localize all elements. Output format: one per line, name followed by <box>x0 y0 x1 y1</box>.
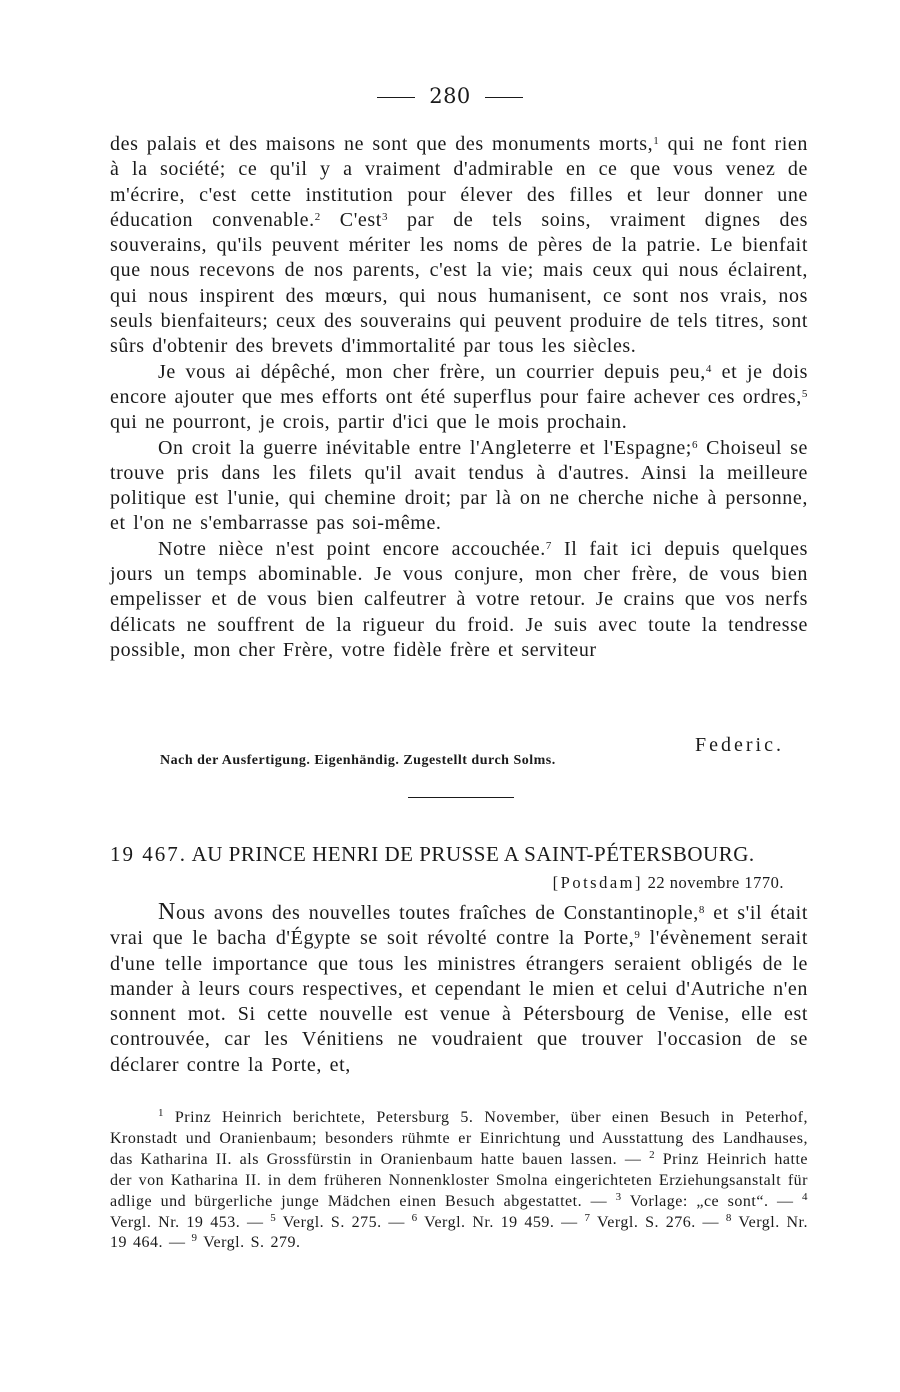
footnote-ref: 7 <box>545 539 552 552</box>
footnote-text: Vergl. S. 275. — <box>276 1213 412 1231</box>
footnote-text: Prinz Heinrich berichtete, Petersburg 5. November, über einen Besuch in Peterhof, Kronstadt und Oranienbaum; besonders rühmte er Einrichtung und Ausstattung des Landhauses, das Katharina II. als Grossfürstin in Oranienbaum hatte bauen lassen. — <box>110 1109 808 1168</box>
text-run: Choiseul se trouve pris dans les filets qu'il avait tendus à d'autres. Ainsi la meilleure politique est l'unie, qui chemine droit; par là on ne cherche niche à personne, et l'on ne s'embarrasse pas soi-même. <box>110 436 808 535</box>
text-run: et je dois encore ajouter que mes efforts ont été superflus pour faire achever ces ordres, <box>110 360 809 408</box>
text-run: On croit la guerre inévitable entre l'Angleterre et l'Espagne; <box>158 436 692 459</box>
footnote-text: Vergl. Nr. 19 464. — <box>110 1213 808 1252</box>
letter-place: [Potsdam] <box>552 873 644 892</box>
text-run: l'évènement serait d'une telle importance que tous les ministres étrangers seraient obligés de le mander à leurs cours respectives, et cependant le mien et celui d'Autriche n'en sonnent mot. Si cette nouvelle est venue à Pétersbourg de Venise, elle est controuvée, car les Vénitiens ne voudraient que trouver l'occasion de se déclarer contre la Porte, et, <box>110 927 808 1076</box>
footnote-text: Vergl. S. 279. <box>197 1234 301 1252</box>
letter-date: 22 novembre 1770. <box>647 873 784 892</box>
footnote-text: Prinz Heinrich hatte der von Katharina II. in dem früheren Nonnenkloster Smolna eingerichteten Erziehungsanstalt für adlige und bürgerliche junge Mädchen einen Besuch abgestattet. — <box>110 1150 809 1210</box>
footnote-ref: 4 <box>705 362 712 375</box>
footnote-text: Vergl. Nr. 19 453. — <box>110 1213 271 1231</box>
letter-body <box>110 900 808 1078</box>
footnote-text: Vorlage: „ce sont“. — <box>621 1192 802 1210</box>
paragraph-4 <box>110 537 808 663</box>
text-run: Notre nièce n'est point encore accouchée. <box>158 537 546 560</box>
footnote-marker: 5 <box>270 1211 277 1224</box>
footnote-marker: 9 <box>191 1232 198 1245</box>
text-run: qui ne font rien à la société; ce qu'il y a vraiment d'admirable en ce que vous venez de m'écrire, c'est cette institution pour élever des filles et leur donner une éducation convenable. <box>110 133 808 231</box>
text-run: par de tels soins, vraiment dignes des souverains, qu'ils peuvent mériter les noms de pères de la patrie. Le bienfait que nous recevons de nos parents, c'est la vie; mais ceux qui nous éclairent, qui nous inspirent des mœurs, qui nous humanisent, ce sont nos vrais, nos seuls bienfaiteurs; ceux des souverains qui peuvent produire de tels titres, sont sûrs d'obtenir des brevets d'immortalité par tous les siècles. <box>110 208 808 358</box>
footnote-marker: 3 <box>615 1190 622 1203</box>
paragraph-2 <box>110 360 808 436</box>
footnote-text: Vergl. Nr. 19 459. — <box>417 1213 585 1231</box>
footnote-ref: 6 <box>691 438 699 451</box>
text-run: qui ne pourront, je crois, partir d'ici que le mois prochain. <box>110 411 628 434</box>
page-header <box>0 84 900 108</box>
letter-dateline <box>553 873 784 893</box>
footnotes <box>110 1108 808 1254</box>
letter-heading <box>110 842 808 867</box>
footnote-ref: 2 <box>314 210 321 223</box>
footnote-marker: 2 <box>649 1148 656 1161</box>
page-number: 280 <box>429 84 471 108</box>
header-dash-right <box>485 97 523 98</box>
footnote-block <box>110 1108 808 1254</box>
signature: Federic. <box>695 734 784 756</box>
footnote-text: Vergl. S. 276. — <box>590 1213 726 1231</box>
footnote-ref: 8 <box>698 904 705 916</box>
initial-letter: N <box>158 899 176 925</box>
section-separator <box>408 797 514 798</box>
source-note: Nach der Ausfertigung. Eigenhändig. Zugestellt durch Solms. <box>160 753 556 768</box>
letter-number: 19 467. <box>110 842 187 866</box>
footnote-marker: 4 <box>802 1190 808 1203</box>
text-run: ous avons des nouvelles toutes fraîches de Constantinople, <box>175 902 699 924</box>
footnote-ref: 5 <box>801 387 808 400</box>
footnote-ref: 1 <box>653 135 660 147</box>
text-run: des palais et des maisons ne sont que des monuments morts, <box>110 133 654 155</box>
header-dash-left <box>377 97 415 98</box>
letter-recipient: AU PRINCE HENRI DE PRUSSE A SAINT-PÉTERSBOURG. <box>191 842 755 866</box>
letter-continuation <box>110 132 808 663</box>
paragraph-1 <box>110 132 808 360</box>
footnote-marker: 8 <box>725 1211 732 1224</box>
text-run: et s'il était vrai que le bacha d'Égypte se soit révolté contre la Porte, <box>110 902 808 950</box>
footnote-ref: 3 <box>381 210 389 223</box>
footnote-marker: 6 <box>411 1211 418 1224</box>
text-run: Il fait ici depuis quelques jours un temps abominable. Je vous conjure, mon cher frère, de vous bien empelisser et de vous bien calfeutrer à votre retour. Je crains que vos nerfs délicats ne souffrent de la rigueur du froid. Je suis avec toute la tendresse possible, mon cher Frère, votre fidèle frère et serviteur <box>110 537 809 661</box>
text-run: C'est <box>320 208 382 231</box>
footnote-marker: 1 <box>158 1107 164 1119</box>
footnote-marker: 7 <box>584 1211 591 1224</box>
text-run: Je vous ai dépêché, mon cher frère, un courrier depuis peu, <box>158 360 706 383</box>
footnote-ref: 9 <box>634 929 641 942</box>
paragraph-3 <box>110 436 808 537</box>
letter-paragraph-1 <box>110 900 808 1078</box>
